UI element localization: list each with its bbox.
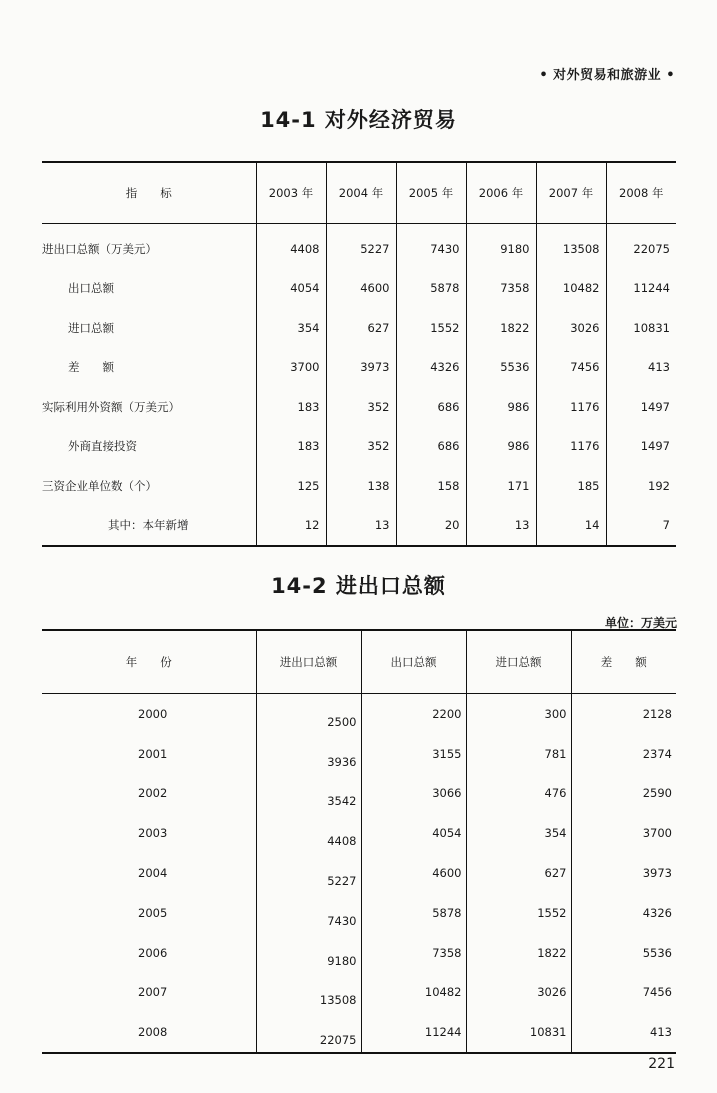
- table-cell: 1176: [536, 387, 606, 427]
- column-header: 进出口总额: [256, 630, 361, 694]
- year-cell: 2000: [138, 706, 168, 721]
- column-header: 年 份: [42, 630, 256, 694]
- table-cell: 2590: [571, 774, 676, 814]
- table-cell: 7456: [571, 973, 676, 1013]
- foreign-trade-table: [42, 161, 676, 547]
- total-value: 4408: [327, 834, 357, 849]
- table-row: [42, 427, 676, 467]
- table-row: [42, 893, 676, 933]
- column-header: 2003 年: [256, 162, 326, 224]
- table-row: [42, 694, 676, 734]
- column-header: 2005 年: [396, 162, 466, 224]
- table-cell: 7358: [466, 269, 536, 309]
- table-row: [42, 973, 676, 1013]
- table-cell: [256, 853, 361, 893]
- table-row: [42, 224, 676, 269]
- table-cell: 781: [466, 734, 571, 774]
- year-cell: 2002: [138, 786, 168, 801]
- page-number: 221: [648, 1056, 675, 1072]
- table-cell: 158: [396, 466, 466, 506]
- table-row: [42, 1012, 676, 1053]
- row-label: 进出口总额（万美元）: [42, 241, 157, 256]
- table-row: [42, 933, 676, 973]
- table-cell: 7: [606, 506, 676, 547]
- column-header: 2007 年: [536, 162, 606, 224]
- column-header: 差 额: [571, 630, 676, 694]
- table-cell: 10831: [606, 308, 676, 348]
- table-cell: 7456: [536, 348, 606, 388]
- table-cell: 352: [326, 387, 396, 427]
- table-cell: 11244: [606, 269, 676, 309]
- table-cell: 5878: [396, 269, 466, 309]
- table-cell: 171: [466, 466, 536, 506]
- table-cell: 192: [606, 466, 676, 506]
- table-cell: 986: [466, 387, 536, 427]
- table-cell: 413: [571, 1012, 676, 1053]
- row-label: 其中：本年新增: [108, 518, 189, 533]
- row-label: 外商直接投资: [68, 439, 137, 454]
- table-cell: 3026: [466, 973, 571, 1013]
- section-header: • 对外贸易和旅游业 •: [539, 68, 675, 83]
- table-cell: [256, 933, 361, 973]
- table-cell: 476: [466, 774, 571, 814]
- row-label: 实际利用外资额（万美元）: [42, 399, 180, 414]
- table-cell: 11244: [361, 1012, 466, 1053]
- total-value: 2500: [327, 714, 357, 729]
- total-value: 13508: [319, 993, 357, 1008]
- table-cell: 22075: [606, 224, 676, 269]
- table-cell: 183: [256, 427, 326, 467]
- table-cell: 3155: [361, 734, 466, 774]
- year-cell: 2006: [138, 945, 168, 960]
- table1-title: 14-1 对外经济贸易: [260, 108, 457, 132]
- column-header: 指 标: [42, 162, 256, 224]
- row-label: 差 额: [68, 360, 114, 375]
- table-cell: 5536: [571, 933, 676, 973]
- table-cell: 3973: [571, 853, 676, 893]
- table-row: [42, 348, 676, 388]
- table-cell: 185: [536, 466, 606, 506]
- table-cell: 1176: [536, 427, 606, 467]
- table-cell: 1822: [466, 308, 536, 348]
- table-cell: 5536: [466, 348, 536, 388]
- table-cell: [256, 774, 361, 814]
- table-cell: 1552: [466, 893, 571, 933]
- column-header: 2006 年: [466, 162, 536, 224]
- table-row: [42, 813, 676, 853]
- import-export-table: [42, 629, 676, 1054]
- table-cell: 13508: [536, 224, 606, 269]
- table-cell: 352: [326, 427, 396, 467]
- table-cell: 3066: [361, 774, 466, 814]
- table-cell: 986: [466, 427, 536, 467]
- table-cell: 125: [256, 466, 326, 506]
- year-cell: 2007: [138, 985, 168, 1000]
- column-header: 出口总额: [361, 630, 466, 694]
- row-label: 出口总额: [68, 281, 114, 296]
- table-cell: 3026: [536, 308, 606, 348]
- row-label: 三资企业单位数（个）: [42, 478, 157, 493]
- table-cell: 3700: [571, 813, 676, 853]
- table-cell: 4054: [256, 269, 326, 309]
- table-cell: 7430: [396, 224, 466, 269]
- row-label: 进口总额: [68, 320, 114, 335]
- table-header-row: [42, 162, 676, 224]
- table-cell: 686: [396, 427, 466, 467]
- table-cell: 1497: [606, 387, 676, 427]
- table-cell: 10482: [536, 269, 606, 309]
- total-value: 3936: [327, 754, 357, 769]
- column-header: 2008 年: [606, 162, 676, 224]
- year-cell: 2004: [138, 866, 168, 881]
- unit-label: 单位：万美元: [604, 616, 677, 630]
- table-cell: 3700: [256, 348, 326, 388]
- table-row: [42, 387, 676, 427]
- table-cell: [256, 893, 361, 933]
- table-cell: 4600: [361, 853, 466, 893]
- table-cell: 5878: [361, 893, 466, 933]
- table-cell: 1822: [466, 933, 571, 973]
- table-row: [42, 774, 676, 814]
- table-cell: 3973: [326, 348, 396, 388]
- total-value: 5227: [327, 874, 357, 889]
- table-cell: 4408: [256, 224, 326, 269]
- total-value: 3542: [327, 794, 357, 809]
- table-cell: 413: [606, 348, 676, 388]
- table-cell: 7358: [361, 933, 466, 973]
- table-row: [42, 269, 676, 309]
- table-cell: [256, 973, 361, 1013]
- table-cell: 2200: [361, 694, 466, 734]
- table-cell: 14: [536, 506, 606, 547]
- table-cell: [256, 694, 361, 734]
- table-cell: 183: [256, 387, 326, 427]
- year-cell: 2003: [138, 826, 168, 841]
- table-cell: 1552: [396, 308, 466, 348]
- table2-title: 14-2 进出口总额: [271, 574, 446, 598]
- table-header-row: [42, 630, 676, 694]
- table-row: [42, 466, 676, 506]
- table-cell: 12: [256, 506, 326, 547]
- table-row: [42, 734, 676, 774]
- table-cell: 13: [326, 506, 396, 547]
- table-cell: 10482: [361, 973, 466, 1013]
- table-cell: 4326: [571, 893, 676, 933]
- year-cell: 2008: [138, 1025, 168, 1040]
- table-cell: 354: [466, 813, 571, 853]
- year-cell: 2001: [138, 746, 168, 761]
- table-cell: 13: [466, 506, 536, 547]
- table-cell: 686: [396, 387, 466, 427]
- table-cell: 9180: [466, 224, 536, 269]
- table-row: [42, 506, 676, 547]
- total-value: 22075: [319, 1033, 357, 1048]
- table-cell: [256, 813, 361, 853]
- table-cell: 627: [326, 308, 396, 348]
- table-row: [42, 308, 676, 348]
- table-cell: 354: [256, 308, 326, 348]
- table-cell: 2374: [571, 734, 676, 774]
- table-cell: 4600: [326, 269, 396, 309]
- table-cell: 10831: [466, 1012, 571, 1053]
- table-cell: 138: [326, 466, 396, 506]
- table-cell: [256, 1012, 361, 1053]
- table-cell: 2128: [571, 694, 676, 734]
- year-cell: 2005: [138, 905, 168, 920]
- table-cell: 5227: [326, 224, 396, 269]
- table-cell: 20: [396, 506, 466, 547]
- table-cell: 4326: [396, 348, 466, 388]
- table-row: [42, 853, 676, 893]
- total-value: 9180: [327, 953, 357, 968]
- table-cell: 4054: [361, 813, 466, 853]
- table-cell: [256, 734, 361, 774]
- table-cell: 627: [466, 853, 571, 893]
- total-value: 7430: [327, 913, 357, 928]
- table-cell: 1497: [606, 427, 676, 467]
- table-cell: 300: [466, 694, 571, 734]
- column-header: 进口总额: [466, 630, 571, 694]
- column-header: 2004 年: [326, 162, 396, 224]
